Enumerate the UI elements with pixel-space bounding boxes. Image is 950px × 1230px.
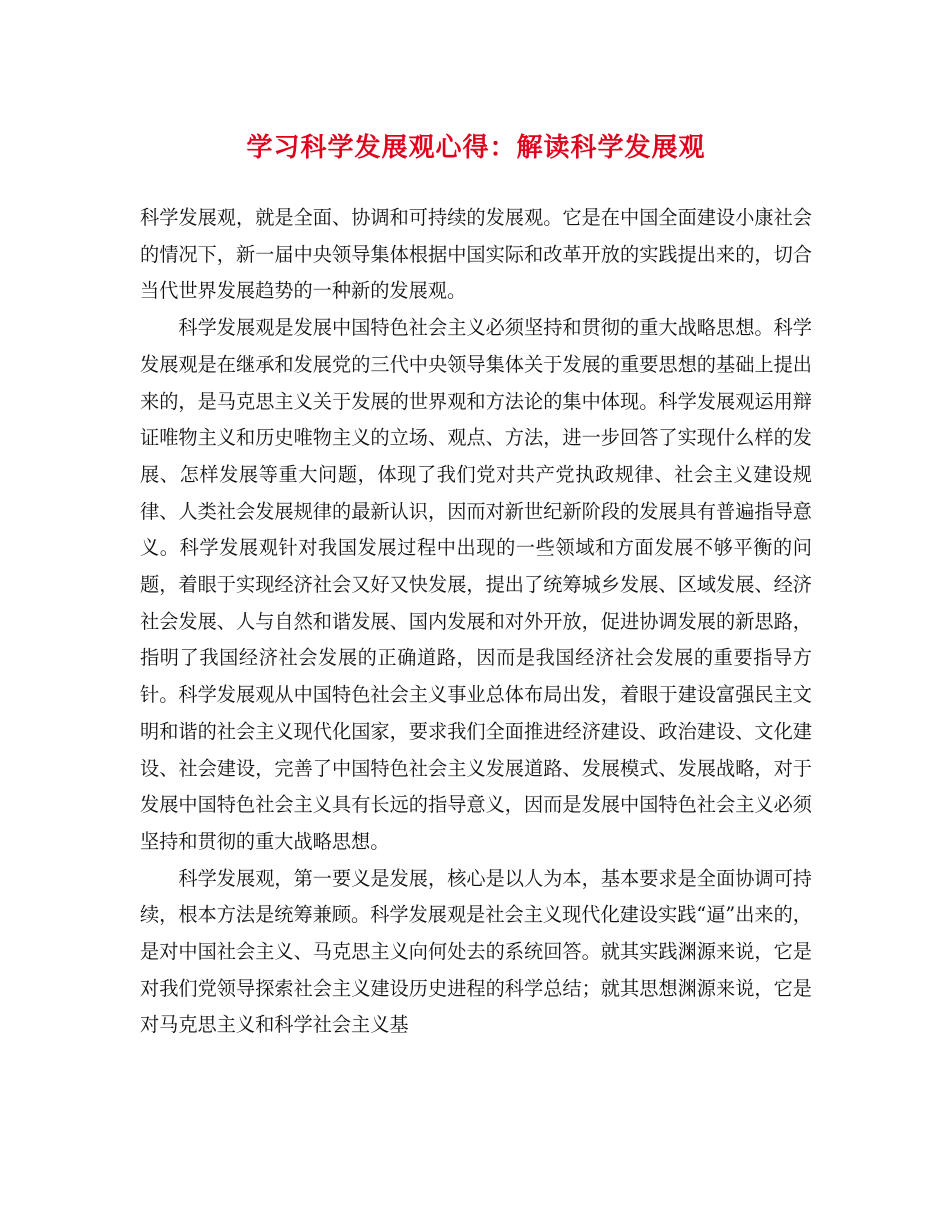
paragraph-intro: 科学发展观，就是全面、协调和可持续的发展观。它是在中国全面建设小康社会的情况下，新一届中央领导集体根据中国实际和改革开放的实践提出来的，切合当代世界发展趋势的一种新的发展观。: [140, 206, 812, 303]
paragraph-strategic-thought: 科学发展观是发展中国特色社会主义必须坚持和贯彻的重大战略思想。科学发展观是在继承和发展党的三代中央领导集体关于发展的重要思想的基础上提出来的，是马克思主义关于发展的世界观和方法论的集中体现。科学发展观运用辩证唯物主义和历史唯物主义的立场、观点、方法，进一步回答了实现什么样的发展、怎样发展等重大问题，体现了我们党对共产党执政规律、社会主义建设规律、人类社会发展规律的最新认识，因而对新世纪新阶段的发展具有普遍指导意义。科学发展观针对我国发展过程中出现的一些领域和方面发展不够平衡的问题，着眼于实现经济社会又好又快发展，提出了统筹城乡发展、区域发展、经济社会发展、人与自然和谐发展、国内发展和对外开放，促进协调发展的新思路，指明了我国经济社会发展的正确道路，因而是我国经济社会发展的重要指导方针。科学发展观从中国特色社会主义事业总体布局出发，着眼于建设富强民主文明和谐的社会主义现代化国家，要求我们全面推进经济建设、政治建设、文化建设、社会建设，完善了中国特色社会主义发展道路、发展模式、发展战略，对于发展中国特色社会主义具有长远的指导意义，因而是发展中国特色社会主义必须坚持和贯彻的重大战略思想。: [140, 316, 812, 853]
document-body: [140, 200, 812, 1044]
document-page: [140, 126, 812, 1044]
document-title: 学习科学发展观心得：解读科学发展观: [246, 133, 706, 163]
paragraph-core-meaning: 科学发展观，第一要义是发展，核心是以人为本，基本要求是全面协调可持续，根本方法是统筹兼顾。科学发展观是社会主义现代化建设实践“逼”出来的，是对中国社会主义、马克思主义向何处去的系统回答。就其实践渊源来说，它是对我们党领导探索社会主义建设历史进程的科学总结；就其思想渊源来说，它是对马克思主义和科学社会主义基: [140, 866, 812, 1037]
